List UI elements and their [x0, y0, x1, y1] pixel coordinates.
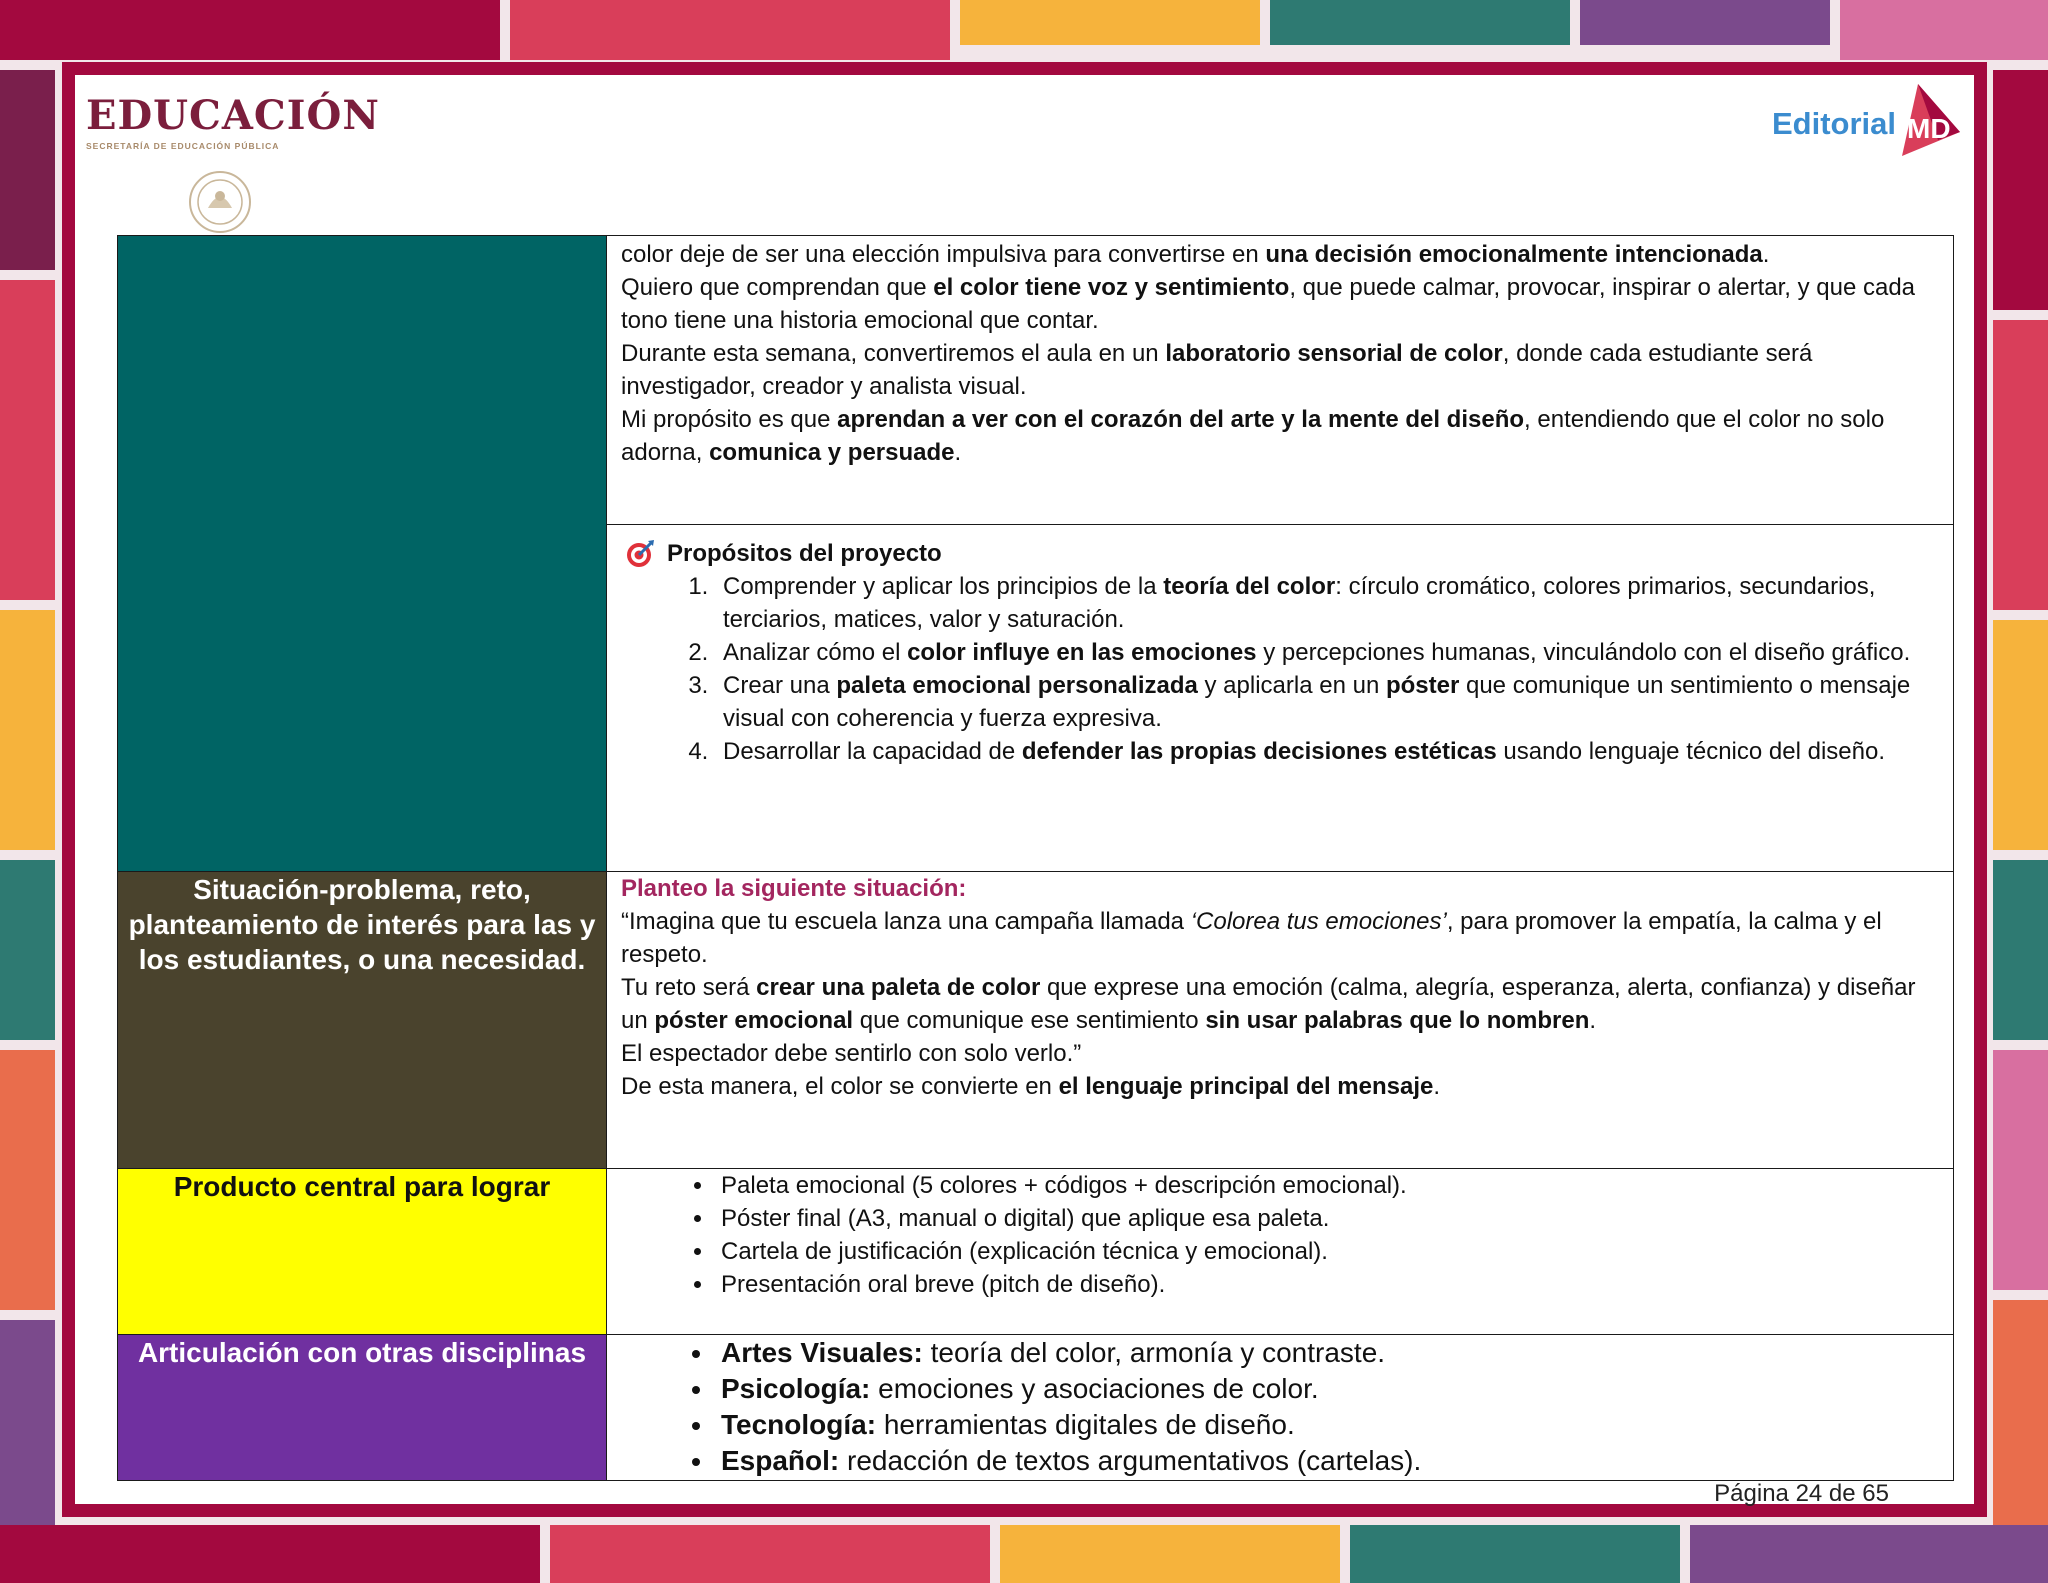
label-cell-empty: [118, 236, 607, 872]
purposes-list: [621, 570, 1935, 768]
table-row: [118, 1169, 1954, 1335]
intro-p4: Mi propósito es que aprendan a ver con el corazón del arte y la mente del diseño, entendiendo que el color no solo adorna, comunica y persuade.: [621, 406, 1885, 466]
intro-cell: [607, 236, 1954, 525]
list-item: • Cartela de justificación (explicación técnica y emocional).: [715, 1235, 1935, 1268]
planning-table: [117, 235, 1954, 1481]
md-mark-icon: [1898, 80, 1964, 160]
situation-label: Situación-problema, reto, planteamiento de interés para las y los estudiantes, o una necesidad.: [118, 872, 607, 1169]
situation-l4: De esta manera, el color se convierte en el lenguaje principal del mensaje.: [621, 1073, 1441, 1100]
list-item: • Psicología: emociones y asociaciones de color.: [715, 1371, 1935, 1407]
purposes-heading: Propósitos del proyecto: [621, 537, 1935, 570]
situation-cell: [607, 872, 1954, 1169]
product-list: [621, 1169, 1935, 1301]
list-item: 1. Comprender y aplicar los principios de la teoría del color: círculo cromático, colores primarios, secundarios, terciarios, matices, valor y saturación.: [715, 570, 1935, 636]
list-item: • Paleta emocional (5 colores + códigos + descripción emocional).: [715, 1169, 1935, 1202]
table-row: [118, 236, 1954, 525]
intro-p2: Quiero que comprendan que el color tiene voz y sentimiento, que puede calmar, provocar, inspirar o alertar, y que cada tono tiene una historia emocional que contar.: [621, 274, 1916, 334]
purposes-cell: [607, 525, 1954, 872]
editorial-md-logo: [1772, 80, 1972, 160]
editorial-word: Editorial: [1772, 106, 1897, 141]
product-cell: [607, 1169, 1954, 1335]
page-number: Página 24 de 65: [1714, 1480, 1889, 1507]
situation-l1: “Imagina que tu escuela lanza una campaña llamada ‘Colorea tus emociones’, para promover la empatía, la calma y el respeto.: [621, 908, 1882, 968]
edu-title: EDUCACIÓN: [86, 92, 380, 139]
table-row: [118, 872, 1954, 1169]
intro-p1: color deje de ser una elección impulsiva para convertirse en una decisión emocionalmente intencionada.: [621, 241, 1770, 268]
list-item: • Tecnología: herramientas digitales de diseño.: [715, 1407, 1935, 1443]
md-mark-text: MD: [1907, 113, 1951, 144]
national-seal-icon: [180, 168, 260, 236]
target-icon: [625, 539, 655, 569]
list-item: • Español: redacción de textos argumentativos (cartelas).: [715, 1443, 1935, 1479]
table-row: [118, 1335, 1954, 1481]
disciplines-label: Articulación con otras disciplinas: [118, 1335, 607, 1481]
situation-l2: Tu reto será crear una paleta de color que exprese una emoción (calma, alegría, esperanza, alerta, confianza) y diseñar un póster emocional que comunique ese sentimiento sin usar palabras que lo nombren.: [621, 974, 1916, 1034]
list-item: 2. Analizar cómo el color influye en las emociones y percepciones humanas, vinculándolo con el diseño gráfico.: [715, 636, 1935, 669]
list-item: • Póster final (A3, manual o digital) que aplique esa paleta.: [715, 1202, 1935, 1235]
disciplines-list: [621, 1335, 1935, 1479]
intro-p3: Durante esta semana, convertiremos el aula en un laboratorio sensorial de color, donde cada estudiante será investigador, creador y analista visual.: [621, 340, 1813, 400]
list-item: • Presentación oral breve (pitch de diseño).: [715, 1268, 1935, 1301]
list-item: 4. Desarrollar la capacidad de defender las propias decisiones estéticas usando lenguaje técnico del diseño.: [715, 735, 1935, 768]
product-label: Producto central para lograr: [118, 1169, 607, 1335]
disciplines-cell: [607, 1335, 1954, 1481]
situation-title: Planteo la siguiente situación:: [621, 875, 967, 902]
list-item: • Artes Visuales: teoría del color, armonía y contraste.: [715, 1335, 1935, 1371]
sep-logo: [86, 92, 380, 151]
list-item: 3. Crear una paleta emocional personalizada y aplicarla en un póster que comunique un sentimiento o mensaje visual con coherencia y fuerza expresiva.: [715, 669, 1935, 735]
edu-subtitle: SECRETARÍA DE EDUCACIÓN PÚBLICA: [86, 141, 280, 151]
situation-l3: El espectador debe sentirlo con solo verlo.”: [621, 1040, 1082, 1067]
